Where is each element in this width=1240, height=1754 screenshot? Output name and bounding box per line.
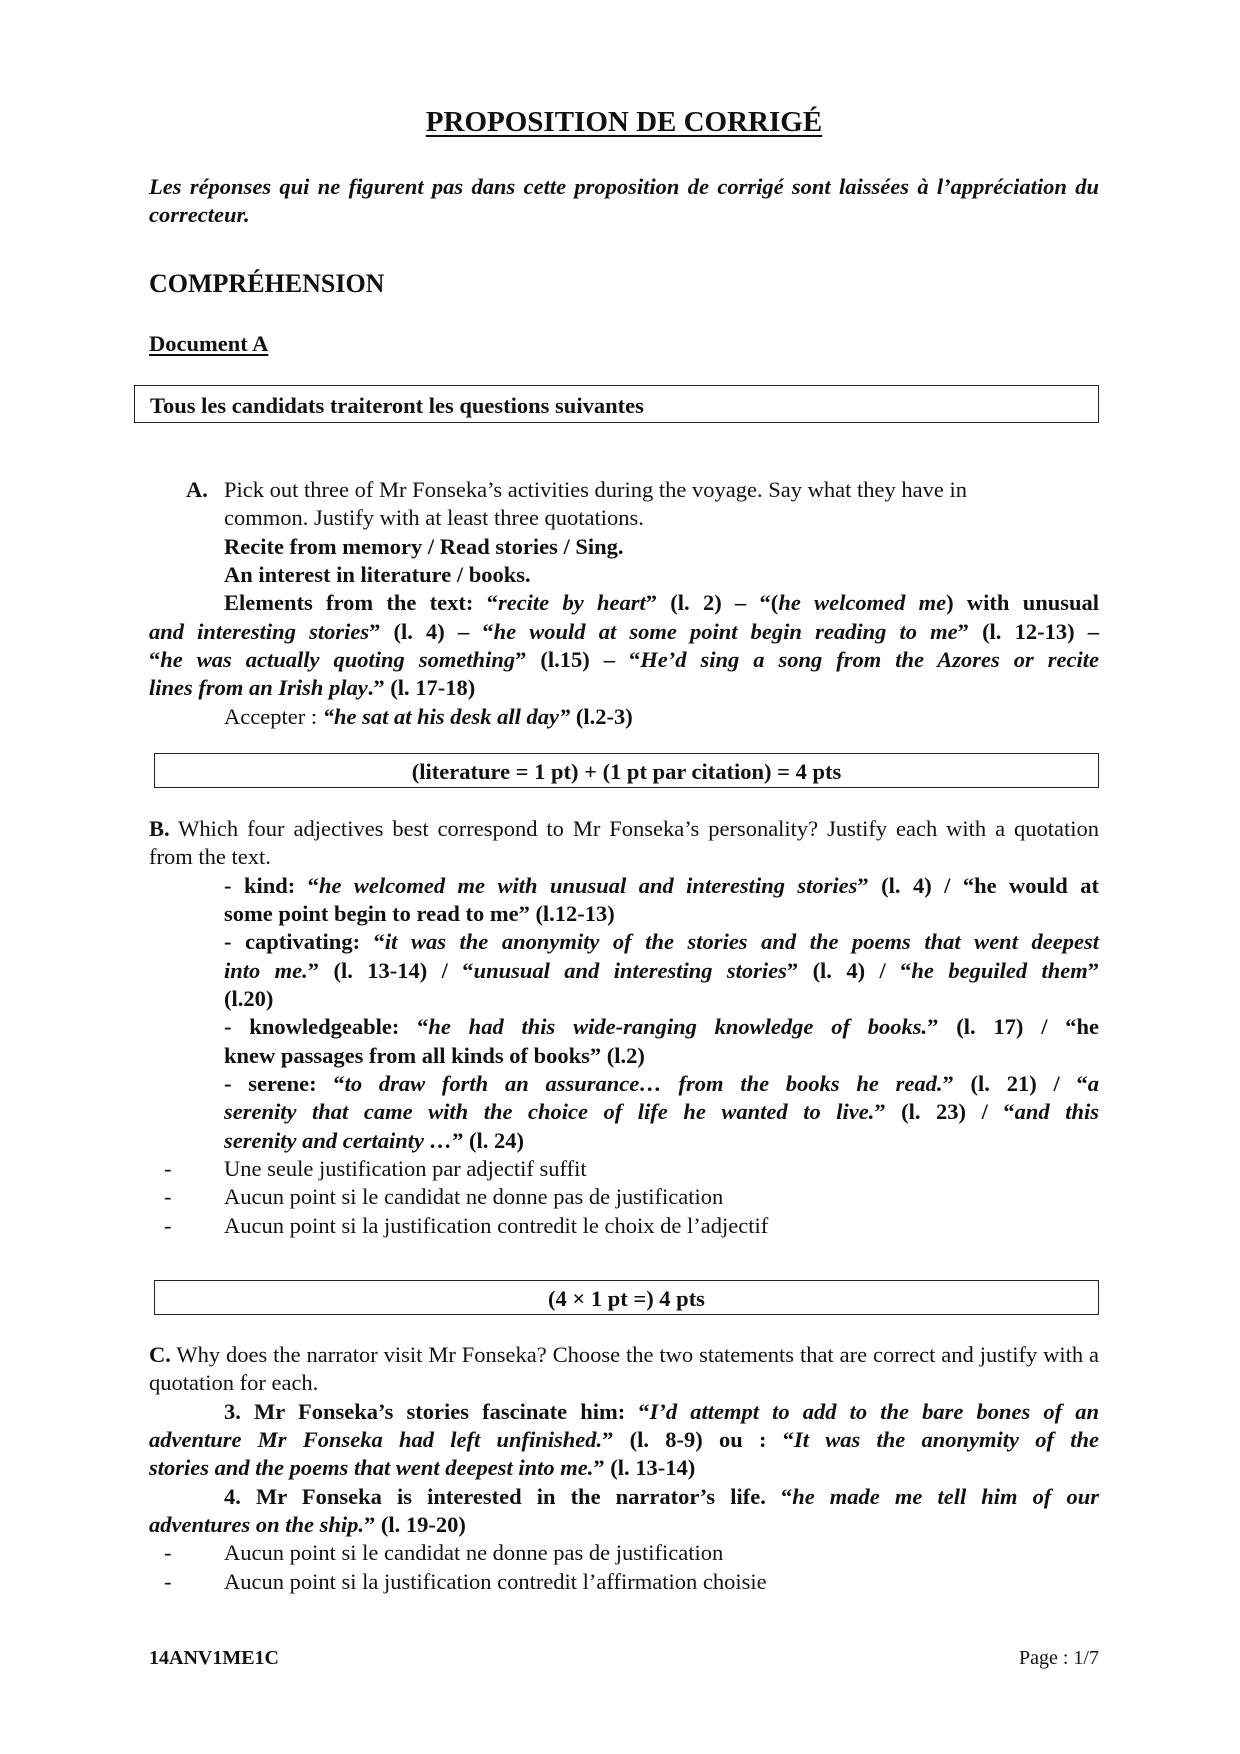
document-heading: Document A [149, 331, 269, 356]
adjective-list: - kind: “he welcomed me with unusual and interesting stories” (l. 4) / “he would at some point begin to read to me” (l.12-13) - captivating: “it was the anonymity of the stories and the poems that went deepest into me.” (l. 13-14) / “unusual and interesting stories” (l. 4) / “he beguiled them” (l.20) - knowledgeable: “he had this wide-ranging knowledge of books.” (l. 17) / “he knew passages from all kinds of books” (l.2) - serene: “to draw forth an assurance… from the books he read.” (l. 21) / “a serenity that came with the choice of life he wanted to live.” (l. 23) / “and this serenity and certainty …” (l. 24) [224, 872, 1099, 1153]
exam-code: 14ANV1ME1C [149, 1647, 279, 1669]
grading-note: - Aucun point si le candidat ne donne pas de justification [149, 1183, 1099, 1211]
page-number: Page : 1/7 [1019, 1647, 1099, 1669]
intro-note: Les réponses qui ne figurent pas dans cette proposition de corrigé sont laissées à l’appréciation du correcteur. [149, 174, 1099, 228]
grading-note: - Aucun point si le candidat ne donne pas de justification [149, 1539, 1099, 1567]
quotation-block: lines from an Irish play.” (l. 17-18) [149, 675, 476, 701]
adjective-kind: - kind: “he welcomed me with unusual and interesting stories” (l. 4) / “he would at [224, 872, 1099, 898]
question-b [149, 815, 1099, 1240]
question-label: A. [186, 477, 208, 502]
adjective-captivating: - captivating: “it was the anonymity of the stories and the poems that went deepest [224, 929, 1099, 955]
accepted-answer: Accepter : “he sat at his desk all day” (l.2-3) [224, 703, 633, 729]
section-heading: COMPRÉHENSION [149, 269, 385, 298]
answer-line: An interest in literature / books. [224, 562, 531, 588]
question-b-text: B. Which four adjectives best correspond to Mr Fonseka’s personality? Justify each with a quotation from the text. [149, 816, 1099, 870]
question-c-text: C. Why does the narrator visit Mr Fonseka? Choose the two statements that are correct and justify with a quotation for each. [149, 1342, 1099, 1396]
quotation-block: Elements from the text: “recite by heart” (l. 2) – “(he welcomed me) with unusual [224, 590, 1100, 616]
adjective-knowledgeable: - knowledgeable: “he had this wide-ranging knowledge of books.” (l. 17) / “he [224, 1014, 1099, 1040]
statement-3: 3. Mr Fonseka’s stories fascinate him: “I’d attempt to add to the bare bones of an [224, 1398, 1100, 1424]
grading-note: - Une seule justification par adjectif suffit [149, 1155, 1099, 1183]
question-c: C. Why does the narrator visit Mr Fonseka? Choose the two statements that are correct and justify with a quotation for each. 3. Mr Fonseka’s stories fascinate him: “I’d attempt to add to the bare bones of an adventure Mr Fonseka had left unfinished.” (l. 8-9) ou : “It was the anonymity of the stories and the poems that went deepest into me.” (l. 13-14) 4. Mr Fonseka is interested in the narrator’s life. “he made me tell him of our adventures on the ship.” (l. 19-20) - Aucun point si le candidat ne donne pas de justification - Aucun point si la justification contredit l’affirmation choisie [149, 1341, 1099, 1596]
instruction-box: Tous les candidats traiteront les questions suivantes [134, 385, 1099, 423]
question-a-text: A. Pick out three of Mr Fonseka’s activities during the voyage. Say what they have in common. Justify with at least three quotations. Recite from memory / Read stories / Sing. An interest in literature / books. [149, 476, 1099, 589]
grading-note: - Aucun point si la justification contredit l’affirmation choisie [149, 1568, 1099, 1596]
answer-line: Recite from memory / Read stories / Sing. [224, 533, 624, 559]
score-box-a: (literature = 1 pt) + (1 pt par citation) = 4 pts [154, 753, 1099, 788]
statement-4: 4. Mr Fonseka is interested in the narrator’s life. “he made me tell him of our [224, 1483, 1099, 1509]
question-a [149, 476, 1099, 731]
grading-note: - Aucun point si la justification contredit le choix de l’adjectif [149, 1212, 1099, 1240]
adjective-serene: - serene: “to draw forth an assurance… from the books he read.” (l. 21) / “a [224, 1071, 1099, 1097]
page-title: PROPOSITION DE CORRIGÉ [425, 106, 823, 138]
quotation-block: and interesting stories” (l. 4) – “he would at some point begin reading to me” (l. 12-13) – [149, 618, 1099, 644]
quotation-block: “he was actually quoting something” (l.15) – “He’d sing a song from the Azores or recite [149, 647, 1099, 673]
score-box-b: (4 × 1 pt =) 4 pts [154, 1280, 1099, 1315]
